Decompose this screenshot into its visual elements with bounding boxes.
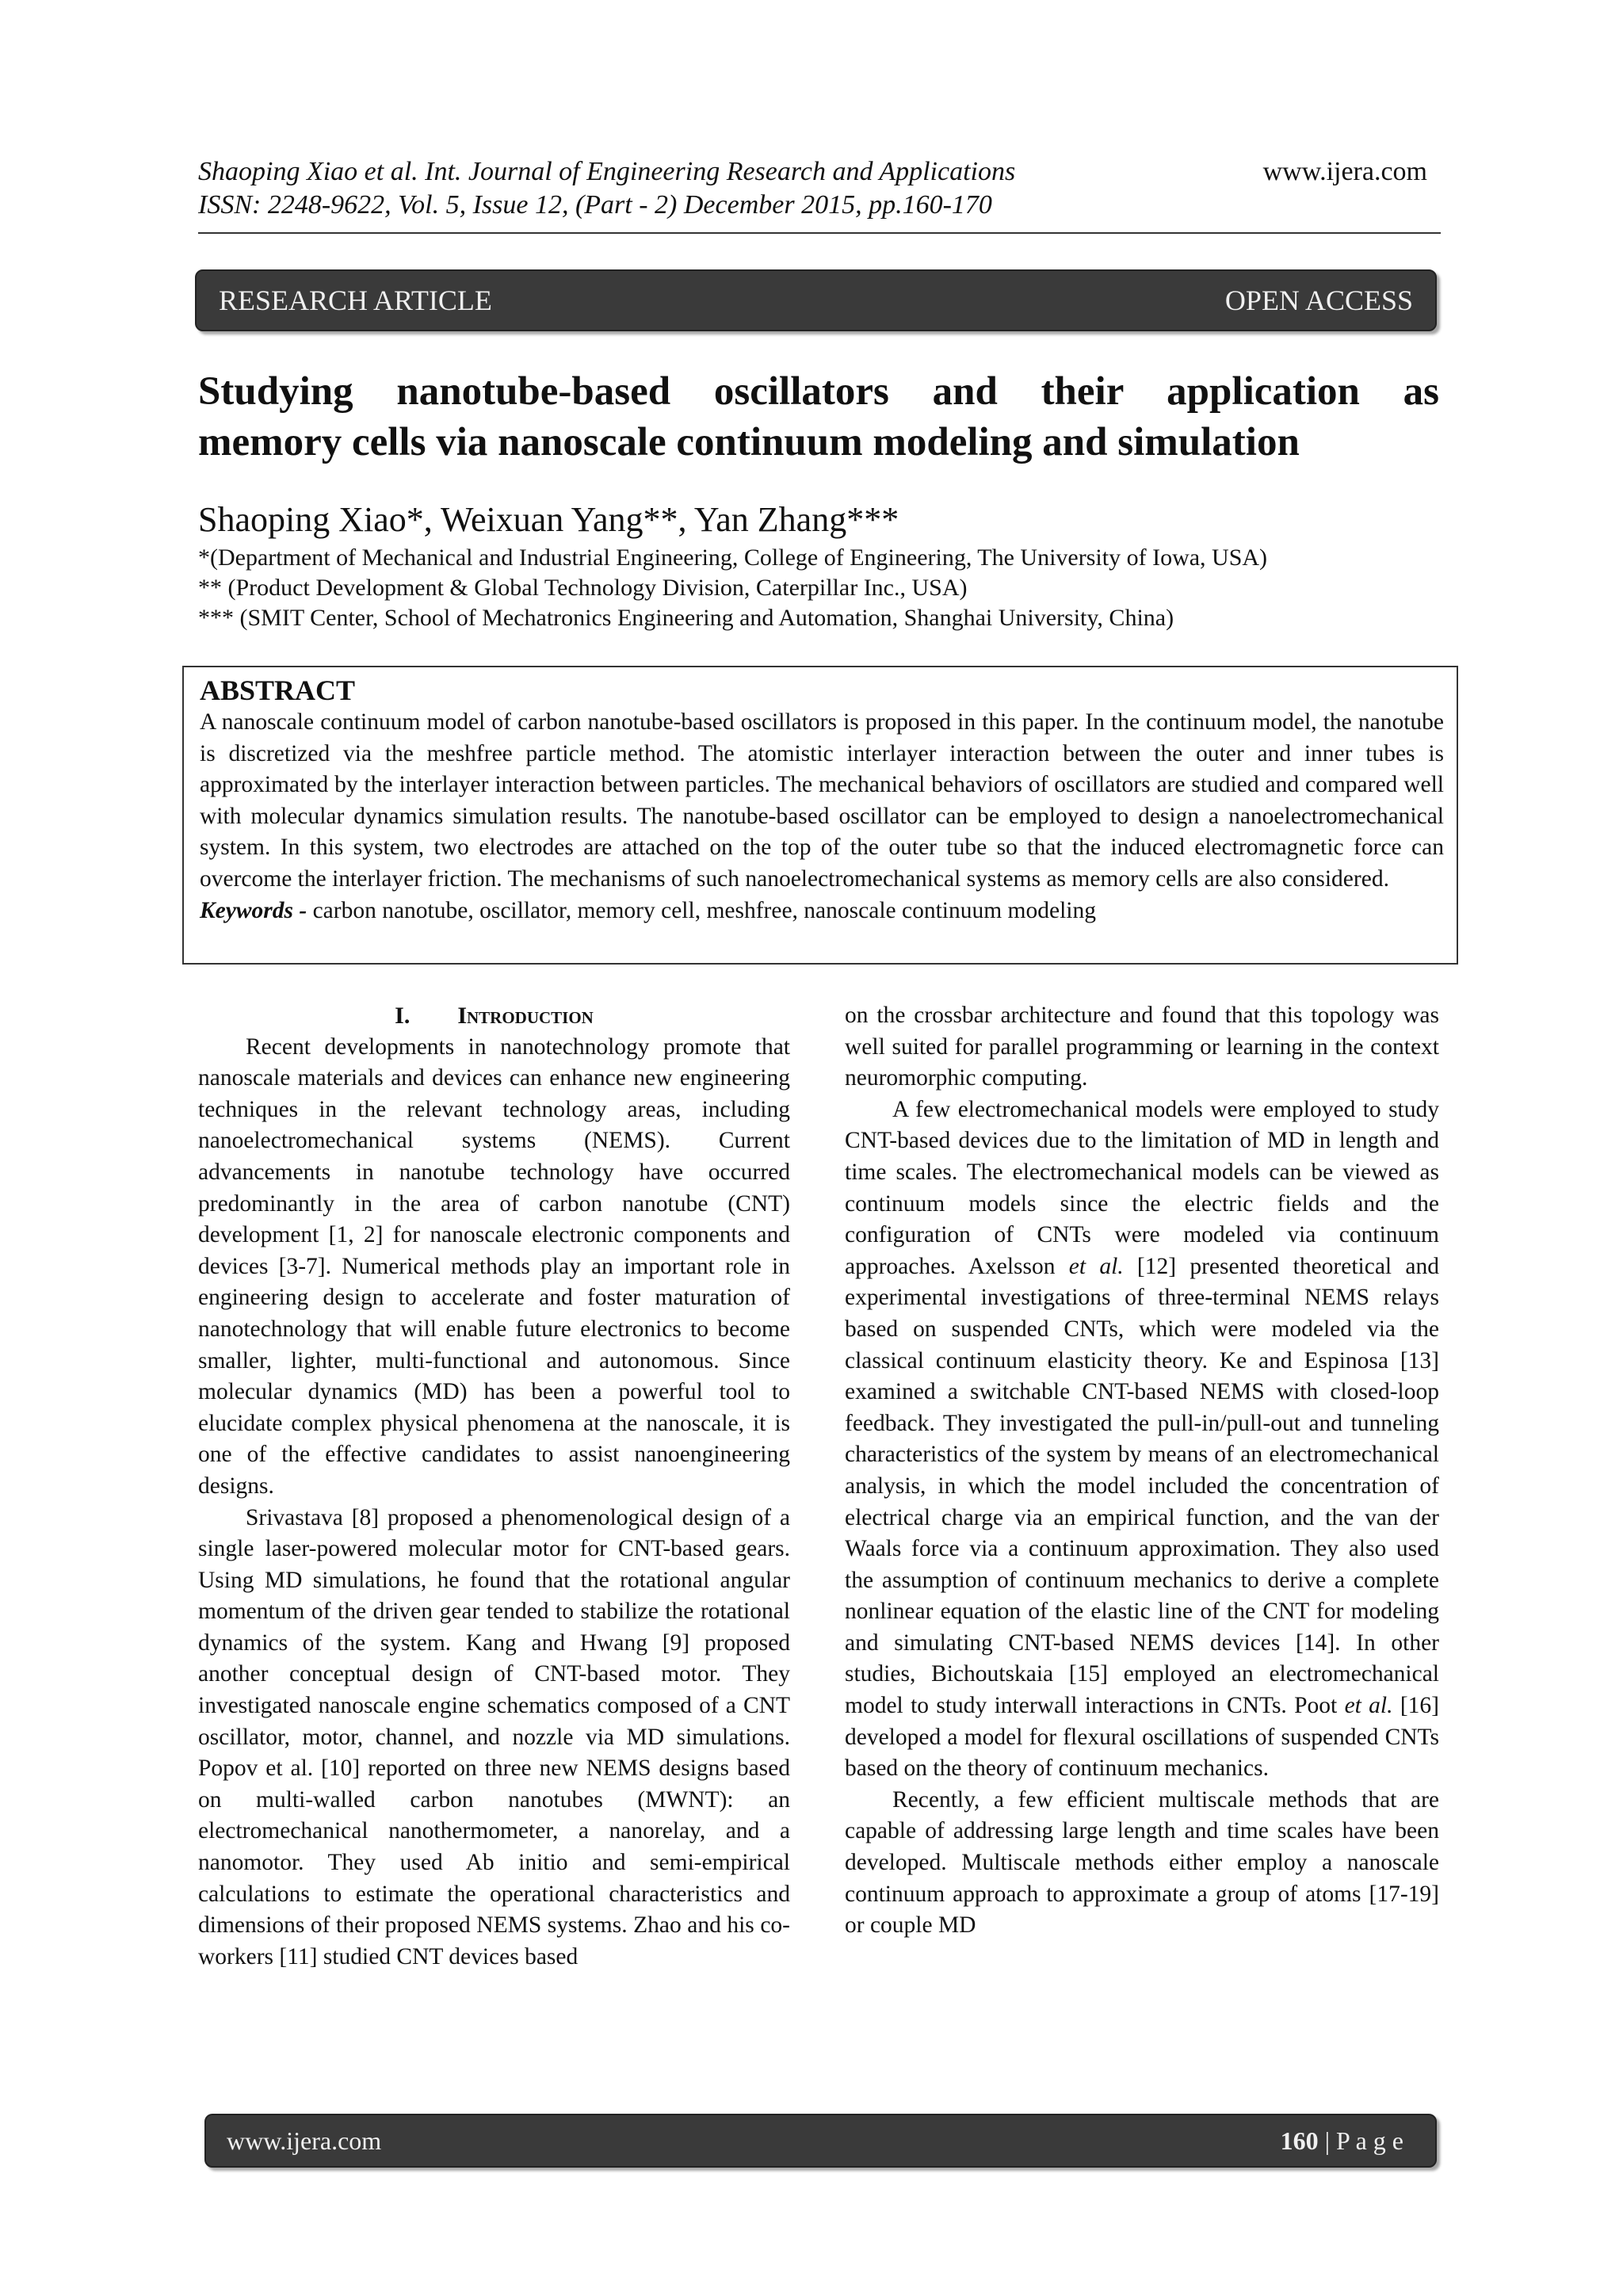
abstract-box xyxy=(182,666,1458,965)
open-access-label: OPEN ACCESS xyxy=(1224,285,1413,316)
et-al-italic: et al. xyxy=(1344,1693,1393,1719)
abstract-heading: ABSTRACT xyxy=(200,674,356,706)
right-paragraph-3: Recently, a few efficient multiscale methods that are capable of addressing large length and time scales have been developed. Multiscale methods either employ a nanoscale continuum approach to approximate a group of atoms [17-19] or couple MD xyxy=(845,1786,1439,1939)
right-paragraph-2-part-c: [16] developed a model for flexural oscillations of suspended CNTs based on the theory of continuum mechanics. xyxy=(845,1693,1439,1782)
left-column xyxy=(198,1000,790,1973)
keywords-label: Keywords - xyxy=(200,897,307,923)
journal-citation-line1: Shaoping Xiao et al. Int. Journal of Engineering Research and Applications xyxy=(198,157,1016,186)
abstract-text: A nanoscale continuum model of carbon nanotube-based oscillators is proposed in this paper. In the continuum model, the nanotube is discretized via the meshfree particle method. The atomistic interlayer interaction between the outer and inner tubes is approximated by the interlayer interaction between particles. The mechanical behaviors of oscillators are studied and compared well with molecular dynamics simulation results. The nanotube-based oscillator can be employed to design a nanoelectromechanical system. In this system, two electrodes are attached on the top of the outer tube so that the induced electromagnetic force can overcome the interlayer friction. The mechanisms of such nanoelectromechanical systems as memory cells are also considered. xyxy=(200,709,1444,892)
page-number: 160 xyxy=(1280,2126,1319,2155)
affiliation-2: ** (Product Development & Global Technology Division, Caterpillar Inc., USA) xyxy=(198,575,968,601)
author-list: Shaoping Xiao*, Weixuan Yang**, Yan Zhang*** xyxy=(198,500,899,539)
article-type-label: RESEARCH ARTICLE xyxy=(219,285,492,316)
right-column xyxy=(845,1000,1439,1942)
right-paragraph-2 xyxy=(845,1095,1439,1785)
section-title: Introduction xyxy=(457,1003,594,1029)
affiliation-3: *** (SMIT Center, School of Mechatronics Engineering and Automation, Shanghai University, China) xyxy=(198,605,1174,631)
right-paragraph-1: on the crossbar architecture and found that this topology was well suited for parallel programming or learning in the context neuromorphic computing. xyxy=(845,1003,1439,1091)
footer-page xyxy=(1281,2115,1403,2166)
section-number: I. xyxy=(395,1003,411,1029)
keywords-list: carbon nanotube, oscillator, memory cell, meshfree, nanoscale continuum modeling xyxy=(307,897,1096,923)
keywords-line xyxy=(200,896,1444,927)
paper-title-line2: memory cells via nanoscale continuum modeling and simulation xyxy=(198,420,1300,464)
intro-paragraph-1: Recent developments in nanotechnology promote that nanoscale materials and devices can enhance new engineering techniques in the relevant technology areas, including nanoelectromechanical systems (NEMS). Current advancements in nanotube technology have occurred predominantly in the area of carbon nanotube (CNT) development [1, 2] for nanoscale electronic components and devices [3-7]. Numerical methods play an important role in engineering design to accelerate and foster maturation of nanotechnology that will enable future electronics to become smaller, lighter, multi-functional and autonomous. Since molecular dynamics (MD) has been a powerful tool to elucidate complex physical phenomena at the nanoscale, it is one of the effective candidates to assist nanoengineering designs. xyxy=(198,1033,790,1499)
affiliation-1: *(Department of Mechanical and Industrial Engineering, College of Engineering, The University of Iowa, USA) xyxy=(198,544,1268,571)
header-website[interactable]: www.ijera.com xyxy=(1262,157,1427,186)
intro-paragraph-2: Srivastava [8] proposed a phenomenological design of a single laser-powered molecular motor for CNT-based gears. Using MD simulations, he found that the rotational angular momentum of the driven gear tended to stabilize the rotational dynamics of the system. Kang and Hwang [9] proposed another conceptual design of CNT-based motor. They investigated nanoscale engine schematics composed of a CNT oscillator, motor, channel, and nozzle via MD simulations. Popov et al. [10] reported on three new NEMS designs based on multi-walled carbon nanotubes (MWNT): an electromechanical nanothermometer, a nanorelay, and a nanomotor. They used Ab initio and semi-empirical calculations to estimate the operational characteristics and dimensions of their proposed NEMS systems. Zhao and his co-workers [11] studied CNT devices based xyxy=(198,1504,790,1969)
footer-bar xyxy=(204,2114,1437,2168)
paper-title-line1: Studying nanotube-based oscillators and their application as xyxy=(198,369,1439,414)
et-al-italic: et al. xyxy=(1068,1253,1124,1279)
right-paragraph-2-part-a: A few electromechanical models were employed to study CNT-based devices due to the limitation of MD in length and time scales. The electromechanical models can be viewed as continuum models since the electric fields and the configuration of CNTs were modeled via continuum approaches. Axelsson xyxy=(845,1096,1439,1279)
right-paragraph-2-part-b: [12] presented theoretical and experimental investigations of three-terminal NEMS relays based on suspended CNTs, which were modeled via the classical continuum elasticity theory. Ke and Espinosa [13] examined a switchable CNT-based NEMS with closed-loop feedback. They investigated the pull-in/pull-out and tunneling characteristics of the system by means of an electromechanical analysis, in which the model included the concentration of electrical charge via an empirical function, and the van der Waals force via a continuum approximation. They also used the assumption of continuum mechanics to derive a complete nonlinear equation of the elastic line of the CNT for modeling and simulating CNT-based NEMS devices [14]. In other studies, Bichoutskaia [15] employed an electromechanical model to study interwall interactions in CNTs. Poot xyxy=(845,1253,1439,1719)
journal-citation-line2: ISSN: 2248-9622, Vol. 5, Issue 12, (Part - 2) December 2015, pp.160-170 xyxy=(198,190,992,220)
header-rule xyxy=(198,232,1441,234)
page-label: | P a g e xyxy=(1318,2126,1403,2155)
footer-website[interactable]: www.ijera.com xyxy=(227,2126,382,2155)
section-heading xyxy=(198,1000,790,1032)
article-type-bar xyxy=(195,269,1437,331)
